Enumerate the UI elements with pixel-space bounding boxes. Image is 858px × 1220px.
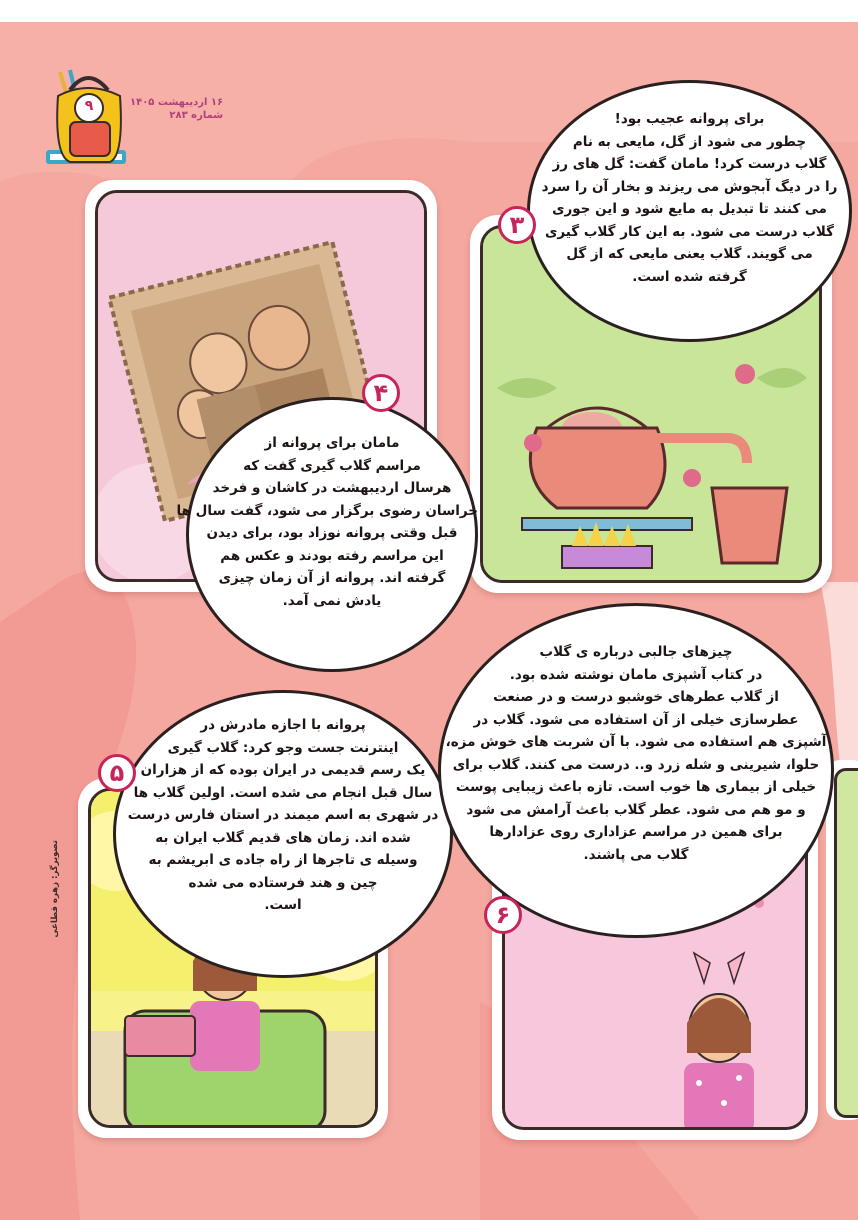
section-5-text bbox=[113, 714, 453, 917]
section-3-line: می کنند تا تبدیل به مایع شود و این جوری bbox=[552, 201, 827, 217]
section-6-line: برای همین در مراسم عزاداری روی عزادارها bbox=[489, 824, 783, 840]
section-4-line: مامان برای پروانه از bbox=[264, 435, 400, 451]
section-3-line: گلاب درست کرد! مامان گفت: گل های رز bbox=[552, 156, 827, 172]
section-5-line: سال قبل انجام می شده است. اولین گلاب ها bbox=[133, 784, 433, 801]
section-6-text bbox=[438, 641, 834, 866]
section-3-line: گلاب درست می شود. به این کار گلاب گیری bbox=[545, 223, 834, 240]
section-4-line: خراسان رضوی برگزار می شود، گفت سال ها bbox=[176, 502, 478, 519]
section-4-line: این مراسم رفته بودند و عکس هم bbox=[220, 547, 444, 564]
section-4-line: گرفته اند. پروانه از آن زمان چیزی bbox=[218, 570, 446, 586]
section-4-line: هرسال اردیبهشت در کاشان و فرخد bbox=[212, 480, 452, 496]
section-5-line: وسیله ی تاجرها از راه جاده ی ابریشم به bbox=[148, 852, 418, 868]
section-5-line: پروانه با اجازه مادرش در bbox=[200, 717, 366, 733]
section-3-line: برای پروانه عجیب بود! bbox=[614, 111, 765, 127]
section-5-line: در شهری به اسم میمند در استان فارس درست bbox=[127, 807, 439, 823]
section-6-line: عطرسازی خیلی از آن استفاده می شود. گلاب در bbox=[473, 711, 799, 728]
section-4-line: مراسم گلاب گیری گفت که bbox=[243, 457, 421, 474]
section-6-line: خیلی از بیماری ها خوب است. تازه باعث زیبایی پوست bbox=[455, 779, 817, 795]
section-3-number: ۳ bbox=[498, 206, 536, 244]
section-5-line: است. bbox=[264, 897, 302, 913]
section-3-text bbox=[527, 108, 852, 288]
section-6-line: چیزهای جالبی درباره ی گلاب bbox=[539, 644, 733, 660]
issue-date: ۱۶ اردیبهشت ۱۴۰۵ bbox=[130, 97, 224, 108]
section-6-line: آشپزی هم استفاده می شود. با آن شربت های خوش مزه، bbox=[445, 734, 827, 750]
section-6-line: حلوا، شیرینی و شله زرد و.. درست می کنند. گلاب برای bbox=[452, 756, 820, 773]
section-4-line: یادش نمی آمد. bbox=[282, 592, 382, 609]
section-6-line: در کتاب آشپزی مامان نوشته شده بود. bbox=[509, 666, 763, 683]
section-4-text bbox=[176, 432, 478, 612]
section-6-line: گلاب می پاشند. bbox=[583, 846, 689, 863]
issue-number: شماره ۲۸۳ bbox=[169, 110, 224, 121]
issue-info bbox=[130, 96, 223, 122]
section-3-line: چطور می شود از گل، مایعی به نام bbox=[572, 133, 807, 150]
section-3-line: را در دیگ آبجوش می ریزند و بخار آن را سرد bbox=[541, 178, 838, 195]
section-6-line: و مو هم می شود. عطر گلاب باعث آرامش می شود bbox=[466, 801, 806, 818]
section-4-line: قبل وقتی پروانه نوزاد بود، برای دیدن bbox=[206, 525, 458, 541]
section-6-number: ۶ bbox=[484, 896, 522, 934]
section-5-number: ۵ bbox=[98, 754, 136, 792]
section-5-line: چین و هند فرستاده می شده bbox=[188, 874, 378, 891]
section-5-line: شده اند. زمان های قدیم گلاب ایران به bbox=[155, 829, 411, 846]
backpack-logo bbox=[40, 66, 128, 176]
section-4-number: ۴ bbox=[362, 374, 400, 412]
section-6-line: از گلاب عطرهای خوشبو درست و در صنعت bbox=[493, 689, 779, 705]
section-5-line: یک رسم قدیمی در ایران بوده که از هزاران bbox=[140, 762, 426, 778]
page-number: ۹ bbox=[84, 98, 94, 114]
section-3-line: می گویند. گلاب یعنی مایعی که از گل bbox=[566, 246, 813, 262]
illustrator-credit: تصویرگر: زهره قطاعی bbox=[50, 840, 60, 938]
section-3-line: گرفته شده است. bbox=[632, 268, 747, 285]
section-5-line: اینترنت جست وجو کرد: گلاب گیری bbox=[167, 739, 399, 756]
